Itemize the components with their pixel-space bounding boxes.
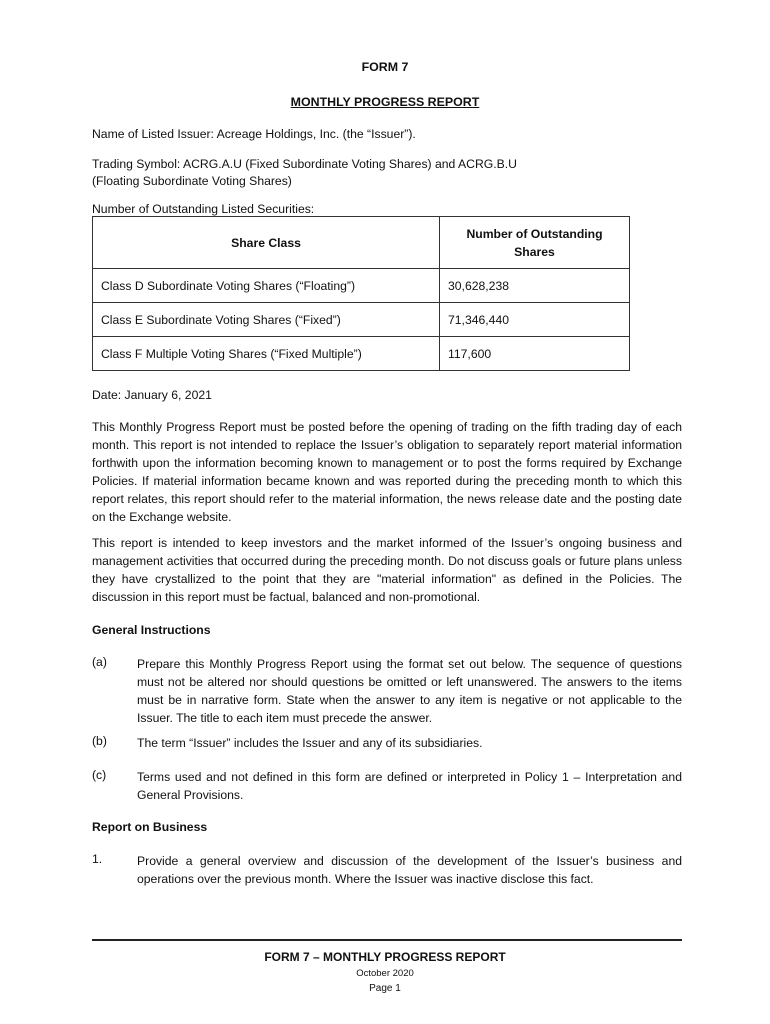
share-count-cell: 30,628,238 [440, 269, 630, 303]
share-class-cell: Class F Multiple Voting Shares (“Fixed Multiple”) [93, 337, 440, 371]
intro-paragraph-2: This report is intended to keep investors and the market informed of the Issuer’s ongoing business and management activities that occurred during the preceding month. Do not discuss goals or future plans unless they have crystallized to the point that they are "material information" as defined in the Policies. The discussion in this report must be factual, balanced and non-promotional. [92, 536, 682, 604]
trading-symbol-line-cont: (Floating Subordinate Voting Shares) [92, 174, 292, 188]
instruction-label: (c) [92, 768, 107, 782]
share-class-cell: Class D Subordinate Voting Shares (“Floating”) [93, 269, 440, 303]
header-outstanding-shares-text: Number of Outstanding Shares [466, 226, 603, 259]
form-title: FORM 7 [361, 60, 409, 74]
table-row [93, 337, 630, 371]
intro-paragraph-1: This Monthly Progress Report must be posted before the opening of trading on the fifth trading day of each month. This report is not intended to replace the Issuer’s obligation to separately report material information forthwith upon the information becoming known to management or to post the forms required by Exchange Policies. If material information became known and was reported during the preceding month to which this report relates, this report should refer to the material information, the news release date and the posting date on the Exchange website. [92, 420, 682, 524]
business-item-label: 1. [92, 852, 103, 866]
page-number: Page 1 [369, 983, 401, 994]
table-row [93, 303, 630, 337]
footer-date: October 2020 [356, 968, 414, 979]
instruction-text: Terms used and not defined in this form are defined or interpreted in Policy 1 – Interpretation and General Provisions. [137, 770, 682, 802]
report-on-business-heading: Report on Business [92, 820, 208, 834]
table-header-row [93, 217, 630, 269]
general-instructions-heading: General Instructions [92, 623, 211, 637]
report-title: MONTHLY PROGRESS REPORT [290, 95, 480, 109]
instruction-text: Prepare this Monthly Progress Report using the format set out below. The sequence of questions must not be altered nor should questions be omitted or left unanswered. The answers to the items must be in narrative form. State when the answer to any item is negative or not applicable to the Issuer. The title to each item must precede the answer. [137, 657, 682, 725]
securities-label: Number of Outstanding Listed Securities: [92, 202, 315, 216]
trading-symbol-line: Trading Symbol: ACRG.A.U (Fixed Subordinate Voting Shares) and ACRG.B.U [92, 157, 517, 171]
securities-table [92, 216, 630, 371]
date-line: Date: January 6, 2021 [92, 388, 212, 402]
share-count-cell: 71,346,440 [440, 303, 630, 337]
header-share-class: Share Class [93, 217, 440, 269]
instruction-text: The term “Issuer” includes the Issuer and any of its subsidiaries. [137, 736, 483, 750]
footer-title: FORM 7 – MONTHLY PROGRESS REPORT [264, 950, 506, 964]
issuer-name-line: Name of Listed Issuer: Acreage Holdings, Inc. (the “Issuer”). [92, 127, 416, 141]
footer-divider [92, 939, 682, 941]
business-item-text: Provide a general overview and discussion of the development of the Issuer’s business and operations over the previous month. Where the Issuer was inactive disclose this fact. [137, 854, 682, 886]
header-outstanding-shares [440, 217, 630, 269]
table-row [93, 269, 630, 303]
share-count-cell: 117,600 [440, 337, 630, 371]
share-class-cell: Class E Subordinate Voting Shares (“Fixed”) [93, 303, 440, 337]
instruction-label: (a) [92, 655, 107, 669]
instruction-label: (b) [92, 734, 107, 748]
